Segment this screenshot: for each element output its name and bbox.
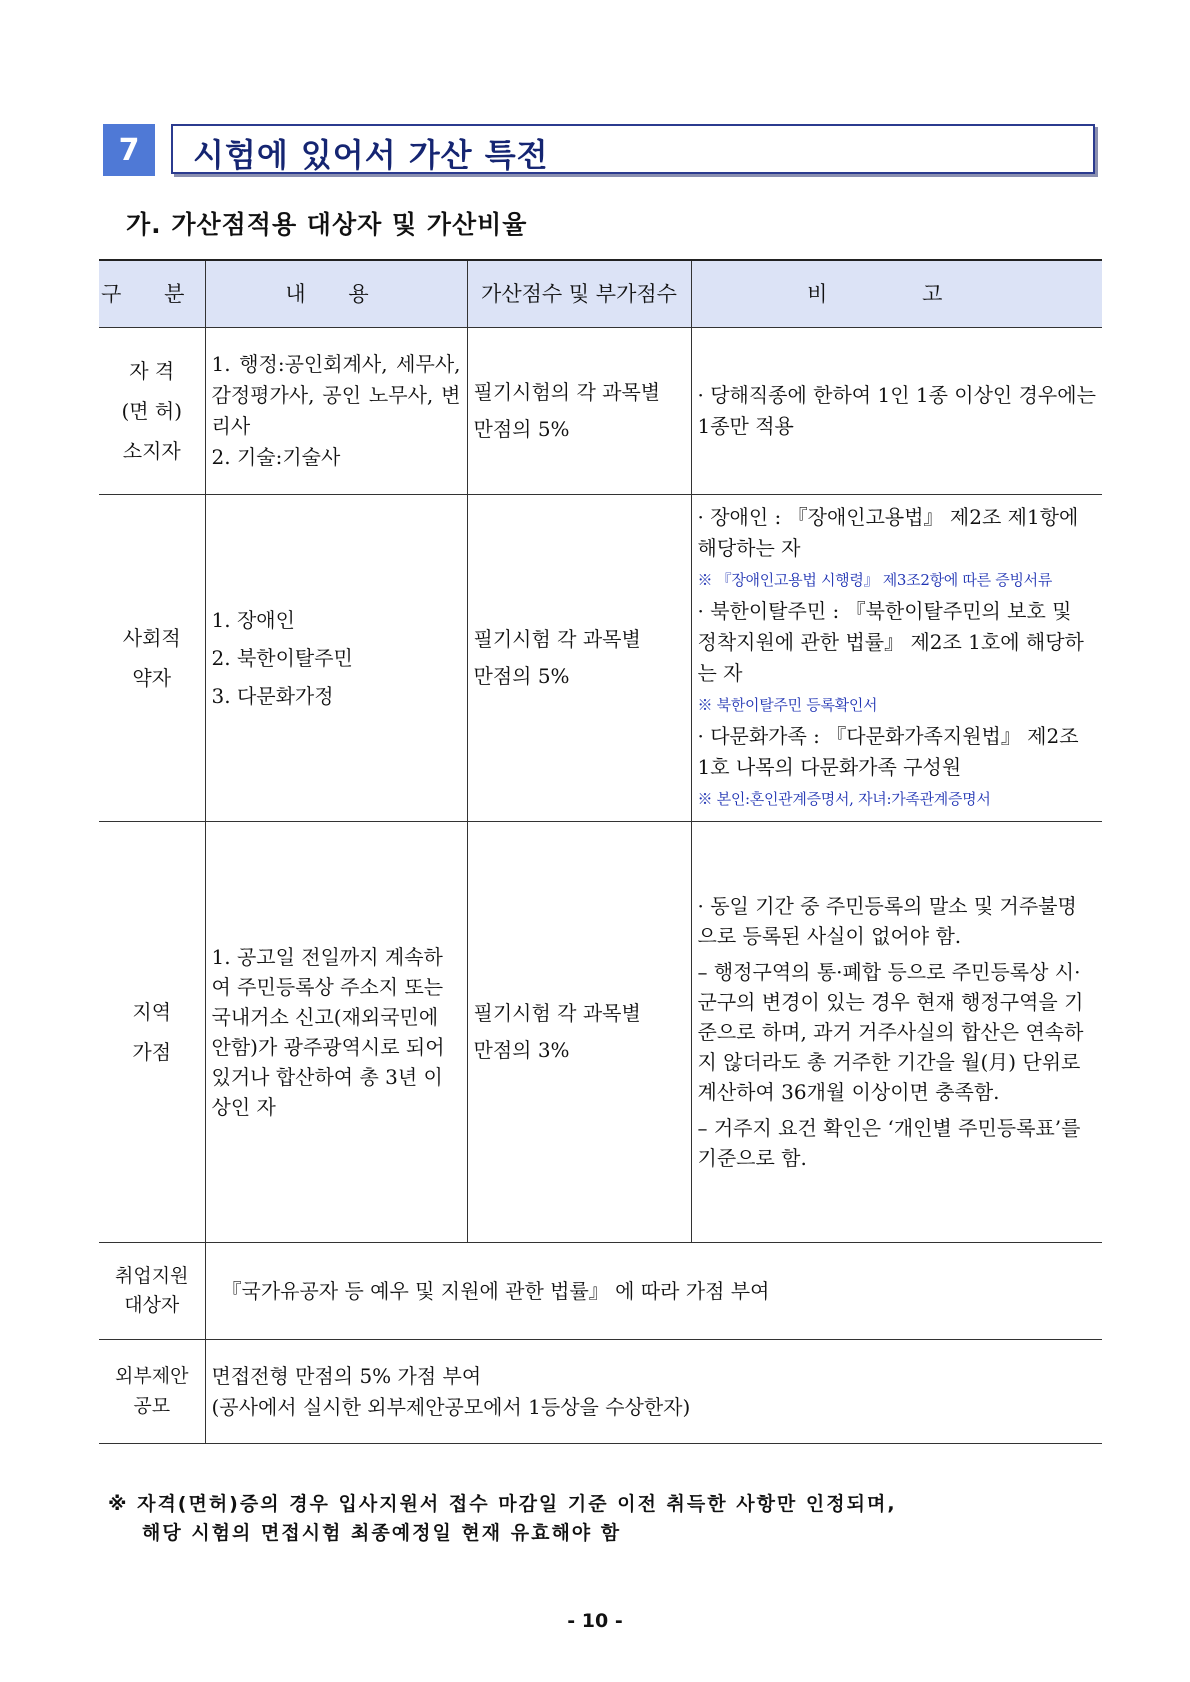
row-content [205,495,467,822]
table-row [99,822,1102,1243]
section-title: 시험에 있어서 가산 특전 [193,136,549,174]
row-content [205,822,467,1243]
row-category: 자 격 (면 허) 소지자 [99,328,205,495]
row-category: 지역 가점 [99,822,205,1243]
row-category: 외부제안 공모 [99,1340,205,1444]
remark-item: · 장애인 : 『장애인고용법』 제2조 제1항에 해당하는 자 [697,504,1079,560]
row-category: 취업지원 대상자 [99,1243,205,1340]
table-row [99,328,1102,495]
row-score: 필기시험 각 과목별 만점의 3% [467,822,691,1243]
remark-note: ※ 본인:혼인관계증명서, 자녀:가족관계증명서 [697,789,991,808]
row-score: 필기시험 각 과목별 만점의 5% [467,495,691,822]
header-score: 가산점수 및 부가점수 [467,260,691,328]
remark-item: · 다문화가족 : 『다문화가족지원법』 제2조 1호 나목의 다문화가족 구성원 [697,723,1079,779]
section-header [103,124,1095,176]
table-row [99,1340,1102,1444]
row-merged-content: 『국가유공자 등 예우 및 지원에 관한 법률』 에 따라 가점 부여 [205,1243,1102,1340]
remark-note: ※ 북한이탈주민 등록확인서 [697,695,878,714]
remark-note: ※ 『장애인고용법 시행령』 제3조2항에 따른 증빙서류 [697,570,1053,589]
remark-item: · 동일 기간 중 주민등록의 말소 및 거주불명으로 등록된 사실이 없어야 함. [697,894,1077,948]
list-item: 1. 공고일 전일까지 계속하여 주민등록상 주소지 또는 국내거소 신고(재외국민에 안함)가 광주광역시로 되어 있거나 합산하여 총 3년 이상인 자 [211,945,445,1119]
remark-item: · 당해직종에 한하여 1인 1종 이상인 경우에는 1종만 적용 [697,383,1096,438]
row-score: 필기시험의 각 과목별 만점의 5% [467,328,691,495]
row-merged-content: 면접전형 만점의 5% 가점 부여 (공사에서 실시한 외부제안공모에서 1등상을 수상한자) [205,1340,1102,1444]
table-header-row [99,260,1102,328]
section-number: 7 [103,124,155,176]
footnote: ※ 자격(면허)증의 경우 입사지원서 접수 마감일 기준 이전 취득한 사항만 인정되며, 해당 시험의 면접시험 최종예정일 현재 유효해야 함 [108,1493,897,1545]
subsection-title: 가. 가산점적용 대상자 및 가산비율 [126,210,528,239]
row-remarks [691,822,1102,1243]
header-remarks: 비 고 [691,260,1102,328]
table-row [99,495,1102,822]
remark-item: · 북한이탈주민 : 『북한이탈주민의 보호 및 정착지원에 관한 법률』 제2조 1호에 해당하는 자 [697,598,1084,685]
list-item: 3. 다문화가정 [211,684,334,708]
row-content [205,328,467,495]
list-item: 1. 행정:공인회계사, 세무사, 감정평가사, 공인 노무사, 변리사 [211,352,461,438]
header-content: 내 용 [205,260,467,328]
row-remarks [691,328,1102,495]
list-item: 2. 기술:기술사 [211,445,341,469]
page-number: - 10 - [567,1610,623,1632]
bonus-points-table [99,259,1102,1444]
section-title-box [171,124,1095,174]
row-remarks [691,495,1102,822]
list-item: 2. 북한이탈주민 [211,646,353,670]
remark-item: – 거주지 요건 확인은 ‘개인별 주민등록표’를 기준으로 함. [697,1116,1081,1170]
row-category: 사회적 약자 [99,495,205,822]
header-category: 구 분 [99,260,205,328]
remark-item: – 행정구역의 통·폐합 등으로 주민등록상 시·군구의 변경이 있는 경우 현재 행정구역을 기준으로 하며, 과거 거주사실의 합산은 연속하지 않더라도 총 거주한 기간을 월(月) 단위로 계산하여 36개월 이상이면 충족함. [697,960,1084,1104]
list-item: 1. 장애인 [211,608,295,632]
table-row [99,1243,1102,1340]
